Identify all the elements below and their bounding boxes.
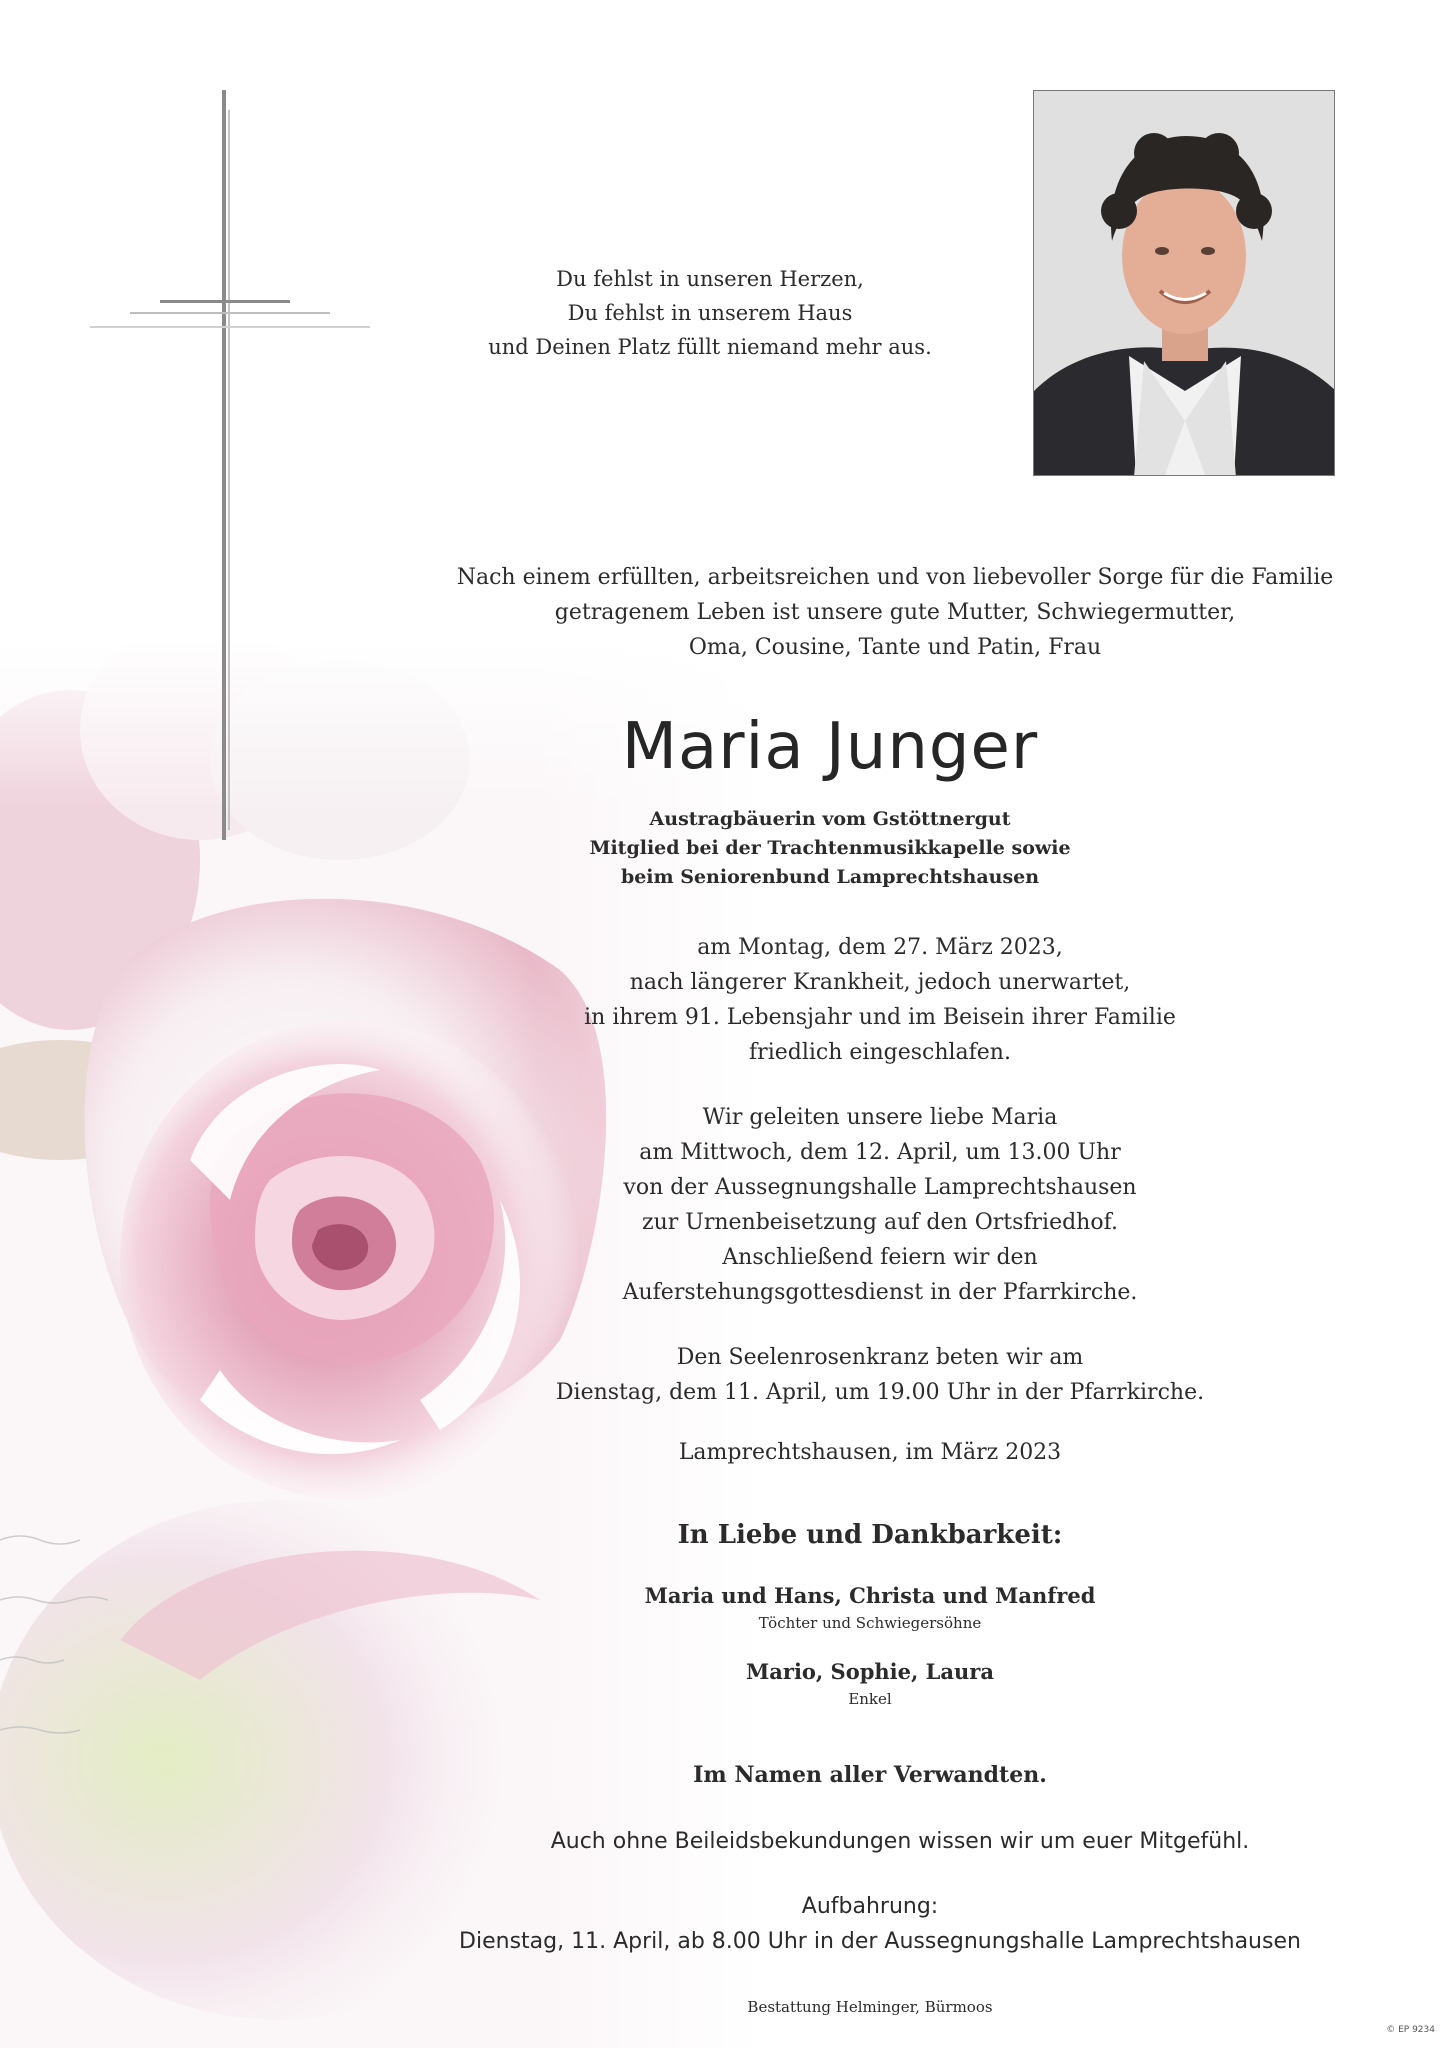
viewing-title: Aufbahrung: xyxy=(801,1894,939,1919)
ceremony-line: Auferstehungsgottesdienst in der Pfarrkirche. xyxy=(622,1280,1138,1305)
viewing-text: Dienstag, 11. April, ab 8.00 Uhr in der Aussegnungshalle Lamprechtshausen xyxy=(459,1929,1301,1954)
mourner-names: Mario, Sophie, Laura xyxy=(746,1659,994,1684)
ceremony-line: von der Aussegnungshalle Lamprechtshausen xyxy=(623,1175,1137,1200)
death-line: am Montag, dem 27. März 2023, xyxy=(697,935,1063,960)
intro-line: Nach einem erfüllten, arbeitsreichen und von liebevoller Sorge für die Familie xyxy=(456,565,1334,590)
mourner-names: Maria und Hans, Christa und Manfred xyxy=(644,1583,1096,1608)
ceremony-line: zur Urnenbeisetzung auf den Ortsfriedhof. xyxy=(642,1210,1118,1235)
death-line: nach längerer Krankheit, jedoch unerwartet, xyxy=(629,970,1131,995)
role-line: Austragbäuerin vom Gstöttnergut xyxy=(649,808,1011,830)
role-line: beim Seniorenbund Lamprechtshausen xyxy=(620,866,1040,888)
portrait-photo xyxy=(1033,90,1335,476)
deceased-name: Maria Junger xyxy=(621,710,1039,784)
undertaker-credit: Bestattung Helminger, Bürmoos xyxy=(747,1998,993,2016)
love-heading: In Liebe und Dankbarkeit: xyxy=(677,1520,1063,1550)
place-date: Lamprechtshausen, im März 2023 xyxy=(678,1440,1062,1465)
rosary-details xyxy=(480,1340,1280,1410)
ceremony-line: am Mittwoch, dem 12. April, um 13.00 Uhr xyxy=(639,1140,1121,1165)
memorial-quote xyxy=(430,262,990,364)
death-line: in ihrem 91. Lebensjahr und im Beisein ihrer Familie xyxy=(584,1005,1176,1030)
ceremony-line: Anschließend feiern wir den xyxy=(722,1245,1038,1270)
deceased-roles xyxy=(560,805,1100,892)
intro-line: getragenem Leben ist unsere gute Mutter, Schwiegermutter, xyxy=(554,600,1236,625)
role-line: Mitglied bei der Trachtenmusikkapelle sowie xyxy=(589,837,1071,859)
mourner-group xyxy=(560,1580,1180,1634)
ceremony-line: Wir geleiten unsere liebe Maria xyxy=(702,1105,1058,1130)
death-notice xyxy=(490,930,1270,1070)
rosary-line: Dienstag, dem 11. April, um 19.00 Uhr in der Pfarrkirche. xyxy=(555,1380,1205,1405)
quote-line: Du fehlst in unseren Herzen, xyxy=(556,267,864,291)
condolence-note: Auch ohne Beileidsbekundungen wissen wir um euer Mitgefühl. xyxy=(550,1829,1250,1854)
quote-line: Du fehlst in unserem Haus xyxy=(567,301,853,325)
quote-line: und Deinen Platz füllt niemand mehr aus. xyxy=(488,335,932,359)
mourner-relation: Enkel xyxy=(848,1690,892,1708)
mourner-relation: Töchter und Schwiegersöhne xyxy=(758,1614,982,1632)
print-code: © EP 9234 xyxy=(1386,2025,1435,2035)
mourners-list xyxy=(560,1580,1180,1732)
mourner-group xyxy=(560,1656,1180,1710)
intro-text xyxy=(360,560,1430,665)
cross-icon xyxy=(90,90,370,840)
relatives-line: Im Namen aller Verwandten. xyxy=(693,1762,1047,1788)
death-line: friedlich eingeschlafen. xyxy=(749,1040,1011,1065)
rosary-line: Den Seelenrosenkranz beten wir am xyxy=(676,1345,1084,1370)
intro-line: Oma, Cousine, Tante und Patin, Frau xyxy=(688,635,1102,660)
ceremony-details xyxy=(500,1100,1260,1310)
